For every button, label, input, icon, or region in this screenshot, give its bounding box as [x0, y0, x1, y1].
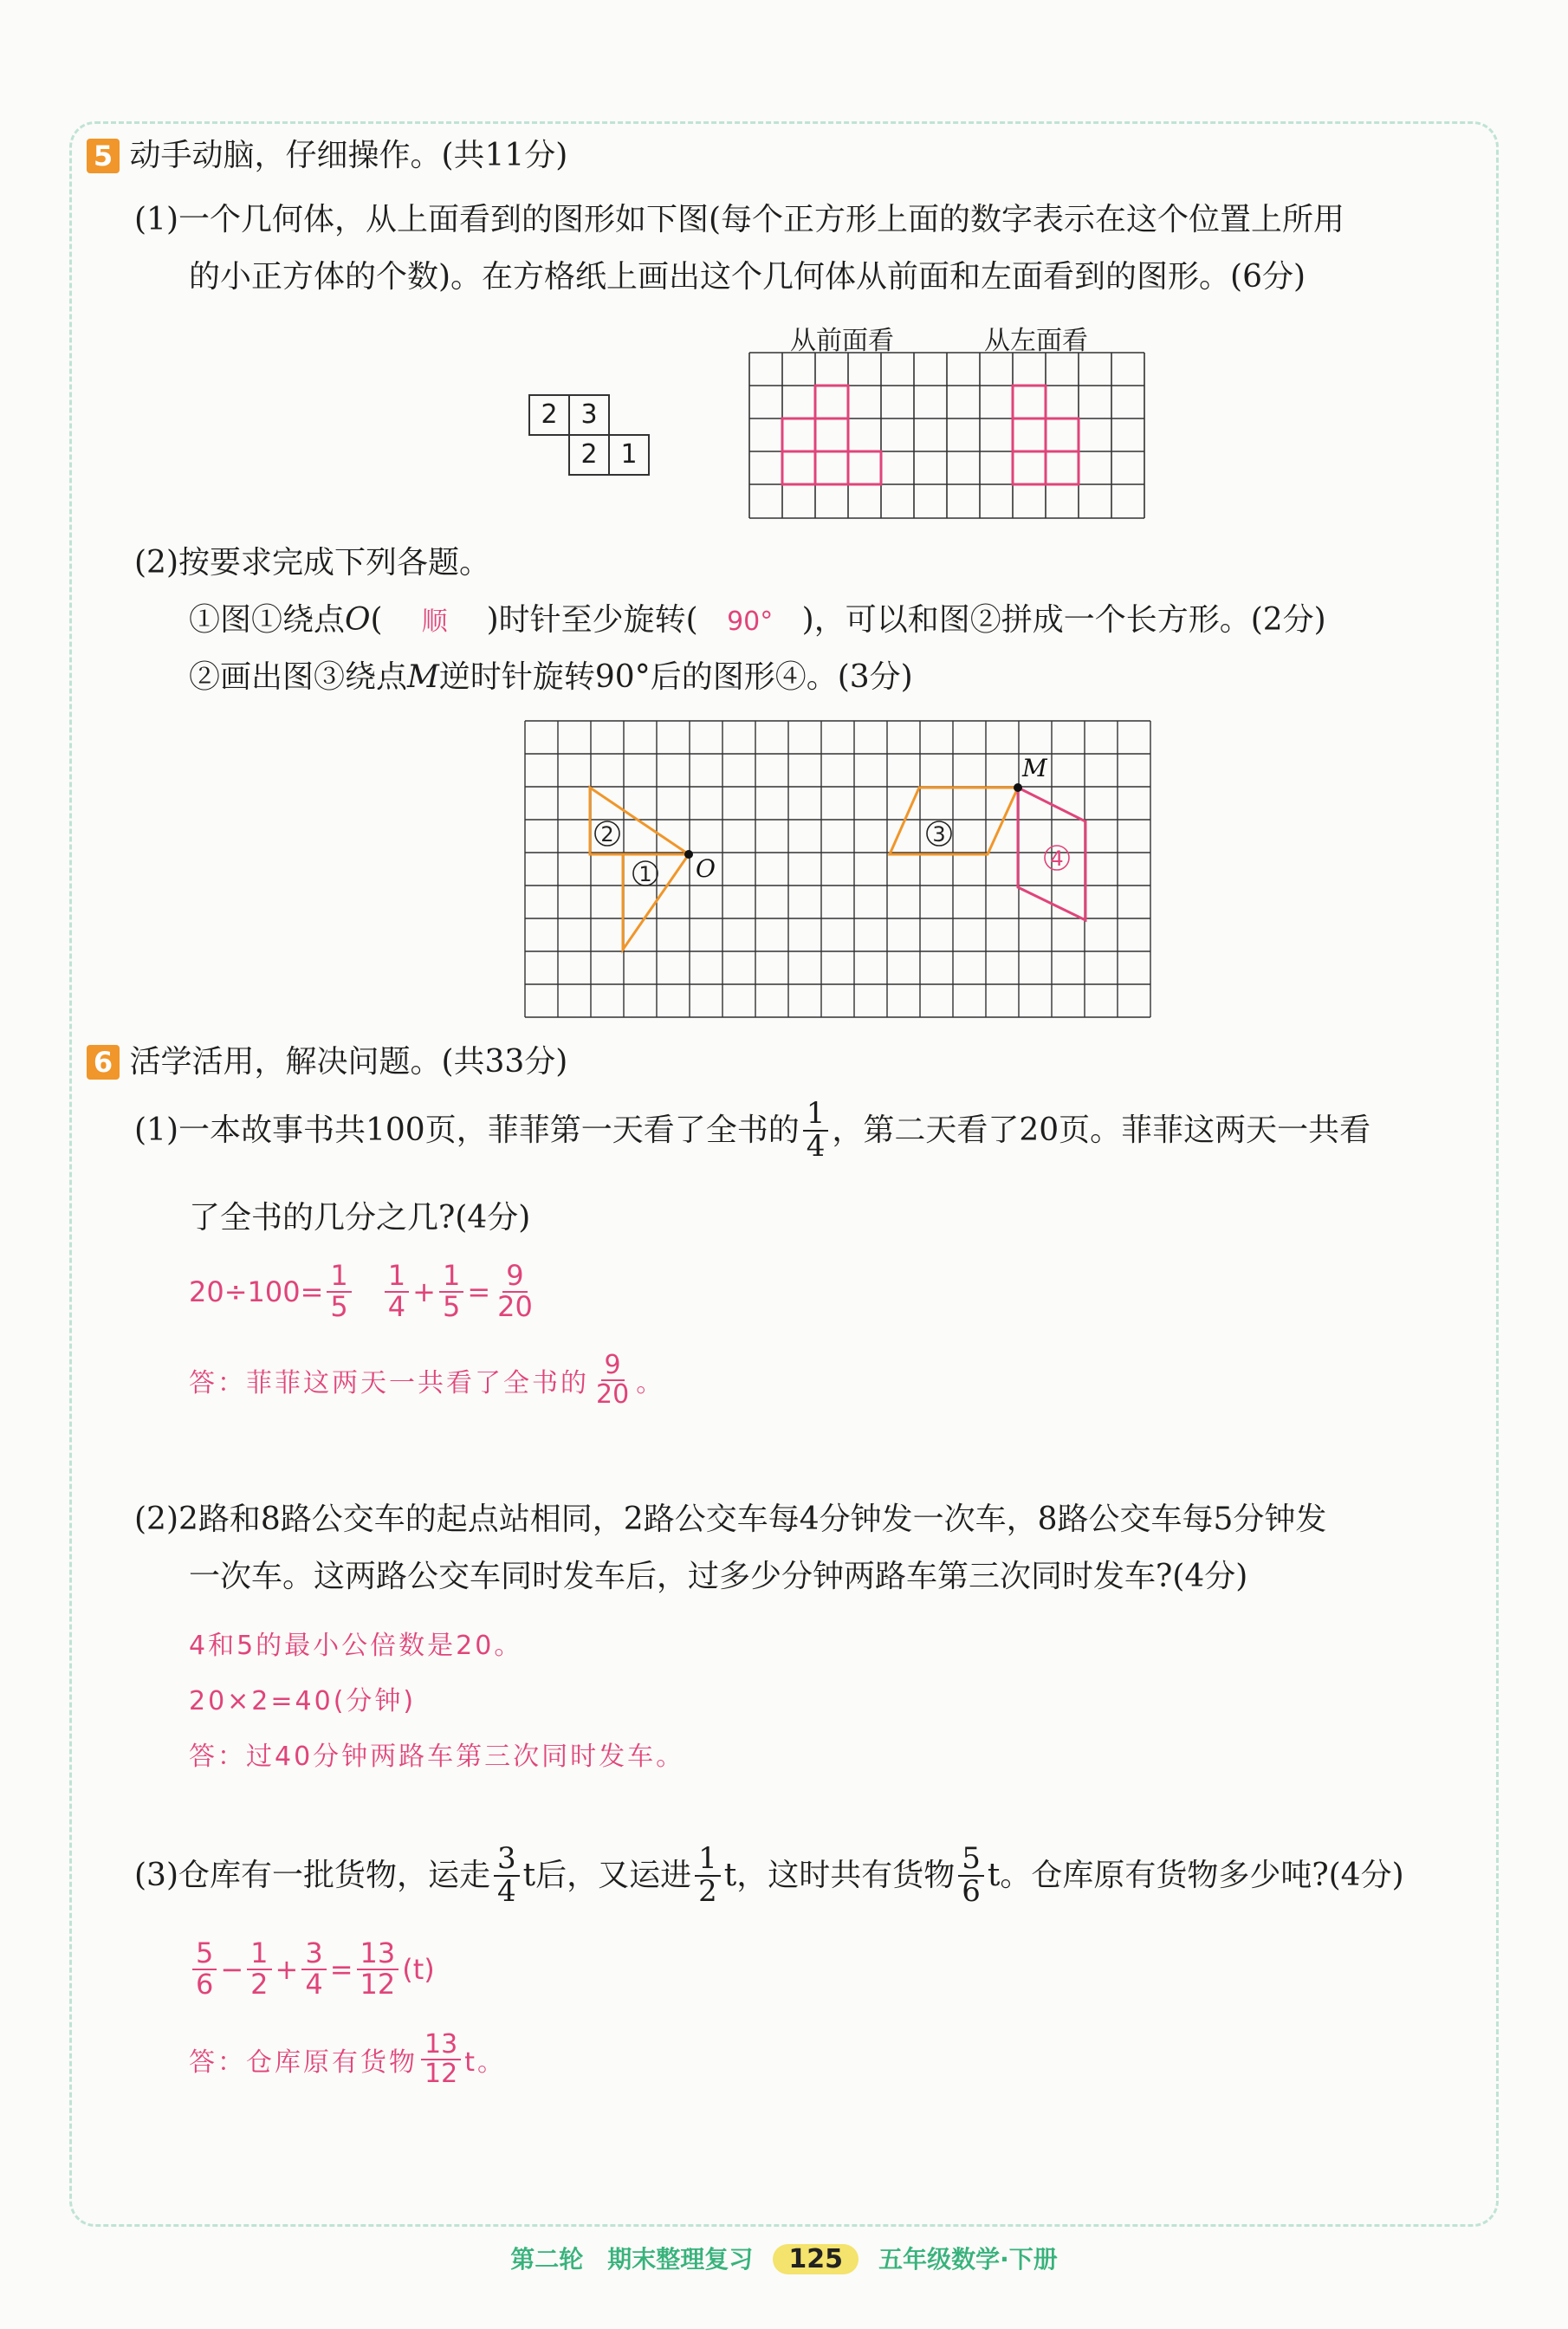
left-view-drawing [1013, 386, 1079, 484]
point-m [1014, 783, 1022, 792]
rotation-grid [524, 719, 1152, 1022]
fraction [803, 1096, 829, 1164]
answer-direction: 顺 [421, 607, 448, 637]
section5-title: 动手动脑，仔细操作。(共11分) [129, 138, 568, 173]
s6-q3-calc-c-numerator: 3 [301, 1939, 326, 1970]
s6-q1-frac-numerator: 1 [803, 1099, 829, 1132]
s6-q3-calc-a-numerator: 5 [192, 1939, 217, 1970]
s6-q2-answer-1: 4和5的最小公倍数是20。 [189, 1631, 523, 1661]
s5-q2-sub2-text-b: 逆时针旋转90°后的图形④。(3分) [438, 659, 913, 695]
point-o [684, 850, 693, 859]
s6-q2-answer-3: 答：过40分钟两路车第三次同时发车。 [189, 1742, 685, 1772]
s6-q3-calc-r-numerator: 13 [357, 1939, 399, 1970]
s6-q3-calc-c-denominator: 4 [305, 1967, 323, 2001]
s6-q2-answer-2: 20×2=40(分钟) [189, 1686, 417, 1716]
s5-q2-sub1-text-b: ( [370, 602, 383, 638]
s6-q3-f3-numerator: 5 [958, 1844, 984, 1877]
fraction [494, 1259, 536, 1323]
label-fig-2: 2 [600, 822, 614, 847]
fraction [192, 1939, 217, 1999]
grid-lines [749, 353, 1144, 518]
s6-q1-calc-f1-numerator: 1 [327, 1262, 351, 1293]
s6-q2-line1: (2)2路和8路公交车的起点站相同，2路公交车每4分钟发一次车，8路公交车每5分钟发 [134, 1502, 1327, 1537]
s6-q1-calc-f3-numerator: 1 [439, 1262, 463, 1293]
s5-q1-line2: 的小正方体的个数)。在方格纸上画出这个几何体从前面和左面看到的图形。(6分) [189, 259, 1306, 295]
s6-q1-answer-end: 。 [636, 1367, 665, 1398]
top-view-cell: 3 [568, 394, 610, 436]
s6-q3-f1-denominator: 4 [497, 1873, 516, 1909]
s6-q1-answer [189, 1352, 664, 1408]
s5-q2-sub1-text-d: )，可以和图②拼成一个长方形。(2分) [801, 602, 1326, 638]
s6-q1-calc-f2-numerator: 1 [385, 1262, 409, 1293]
point-o-label: O [345, 602, 371, 638]
s5-q2-sub1-text-a: ①图①绕点 [189, 602, 346, 638]
s5-q1-line1: (1)一个几何体，从上面看到的图形如下图(每个正方形上面的数字表示在这个位置上所用 [134, 202, 1345, 237]
label-fig-4: 4 [1050, 847, 1064, 871]
view-grid [748, 352, 1147, 522]
s6-q1-line1 [134, 1096, 1371, 1164]
s6-q3-text-b: t后，又运进 [522, 1857, 692, 1893]
section5-badge: 5 [87, 139, 120, 173]
section6-badge: 6 [87, 1045, 120, 1080]
s6-q3-text-a: (3)仓库有一批货物，运走 [134, 1857, 490, 1893]
fraction [958, 1841, 984, 1909]
s5-q2-sub1 [189, 601, 1326, 641]
s6-q3-calc-equals: = [329, 1952, 353, 1986]
s6-q3-text-c: t，这时共有货物 [723, 1857, 956, 1893]
s6-q3-calc-a-denominator: 6 [196, 1967, 214, 2001]
s6-q3-calc-b-numerator: 1 [247, 1939, 271, 1970]
page-number: 125 [773, 2244, 859, 2274]
front-view-label: 从前面看 [790, 326, 894, 356]
s6-q3-line [134, 1841, 1404, 1909]
s6-q3-answer-numerator: 13 [421, 2031, 461, 2060]
s6-q2-line2: 一次车。这两路公交车同时发车后，过多少分钟两路车第三次同时发车?(4分) [189, 1559, 1248, 1594]
s6-q3-calculation [189, 1939, 435, 1999]
label-o: O [696, 854, 716, 883]
footer-left: 第二轮 期末整理复习 [510, 2245, 754, 2274]
fraction [593, 1352, 632, 1408]
s6-q3-answer-end: t。 [464, 2047, 506, 2078]
label-fig-1: 1 [638, 862, 652, 886]
s6-q3-calc-plus: + [275, 1952, 299, 1986]
s6-q1-answer-numerator: 9 [601, 1352, 625, 1381]
s6-q1-calc-plus: + [412, 1275, 436, 1308]
fraction [695, 1841, 721, 1909]
label-m: M [1022, 754, 1047, 782]
fraction [439, 1259, 463, 1323]
s6-q1-calc-f4-numerator: 9 [502, 1262, 527, 1293]
s6-q1-text-b: ，第二天看了20页。菲菲这两天一共看 [832, 1112, 1371, 1148]
s6-q1-calc-text: 20÷100= [189, 1275, 324, 1308]
s6-q3-answer-denominator: 12 [424, 2058, 458, 2089]
fraction [385, 1259, 409, 1323]
answer-angle: 90° [727, 607, 774, 637]
top-view-cell: 1 [608, 434, 650, 476]
s6-q3-f2-numerator: 1 [695, 1844, 721, 1877]
s6-q1-calc-f1-denominator: 5 [330, 1289, 348, 1323]
s6-q1-calc-f2-denominator: 4 [387, 1289, 406, 1323]
s5-q2-sub2-text-a: ②画出图③绕点 [189, 659, 408, 695]
s6-q1-calc-f4-denominator: 20 [497, 1289, 533, 1323]
s5-q2-sub2 [189, 658, 913, 697]
fraction [494, 1841, 520, 1909]
fraction [301, 1939, 326, 1999]
s6-q3-f2-denominator: 2 [698, 1873, 717, 1909]
s6-q3-answer-text: 答：仓库原有货物 [189, 2047, 418, 2078]
s6-q1-answer-denominator: 20 [596, 1379, 630, 1410]
fraction [357, 1939, 399, 1999]
footer [0, 2241, 1568, 2275]
s6-q3-answer [189, 2031, 506, 2087]
s6-q3-calc-b-denominator: 2 [250, 1967, 269, 2001]
fraction [421, 2031, 461, 2087]
s6-q3-text-d: t。仓库原有货物多少吨?(4分) [987, 1857, 1404, 1893]
s6-q3-f1-numerator: 3 [494, 1844, 520, 1877]
figure-3 [890, 788, 1018, 854]
s6-q3-calc-minus: − [220, 1952, 244, 1986]
s6-q1-calc-f3-denominator: 5 [442, 1289, 461, 1323]
section5-header [87, 137, 567, 175]
s6-q1-calculation [189, 1259, 540, 1323]
s6-q1-frac-denominator: 4 [806, 1128, 826, 1164]
s6-q3-calc-r-denominator: 12 [360, 1967, 396, 2001]
s6-q1-text-a: (1)一本故事书共100页，菲菲第一天看了全书的 [134, 1112, 800, 1148]
top-view-cell: 2 [568, 434, 610, 476]
section6-header [87, 1043, 567, 1081]
fraction [247, 1939, 271, 1999]
s6-q3-f3-denominator: 6 [962, 1873, 981, 1909]
s6-q1-calc-equals: = [467, 1275, 491, 1308]
front-view-drawing [782, 386, 881, 484]
s5-q2-title: (2)按要求完成下列各题。 [134, 545, 490, 581]
s6-q3-calc-unit: (t) [402, 1952, 435, 1986]
label-fig-3: 3 [932, 822, 946, 847]
left-view-label: 从左面看 [984, 326, 1088, 356]
point-m-label: M [407, 659, 439, 695]
s6-q1-line2: 了全书的几分之几?(4分) [189, 1200, 531, 1236]
footer-right: 五年级数学·下册 [878, 2245, 1058, 2274]
s5-q2-sub1-text-c: )时针至少旋转( [486, 602, 698, 638]
s6-q1-answer-text: 答：菲菲这两天一共看了全书的 [189, 1367, 589, 1398]
section6-title: 活学活用，解决问题。(共33分) [129, 1044, 568, 1080]
fraction [327, 1259, 351, 1323]
top-view-cell: 2 [528, 394, 570, 436]
